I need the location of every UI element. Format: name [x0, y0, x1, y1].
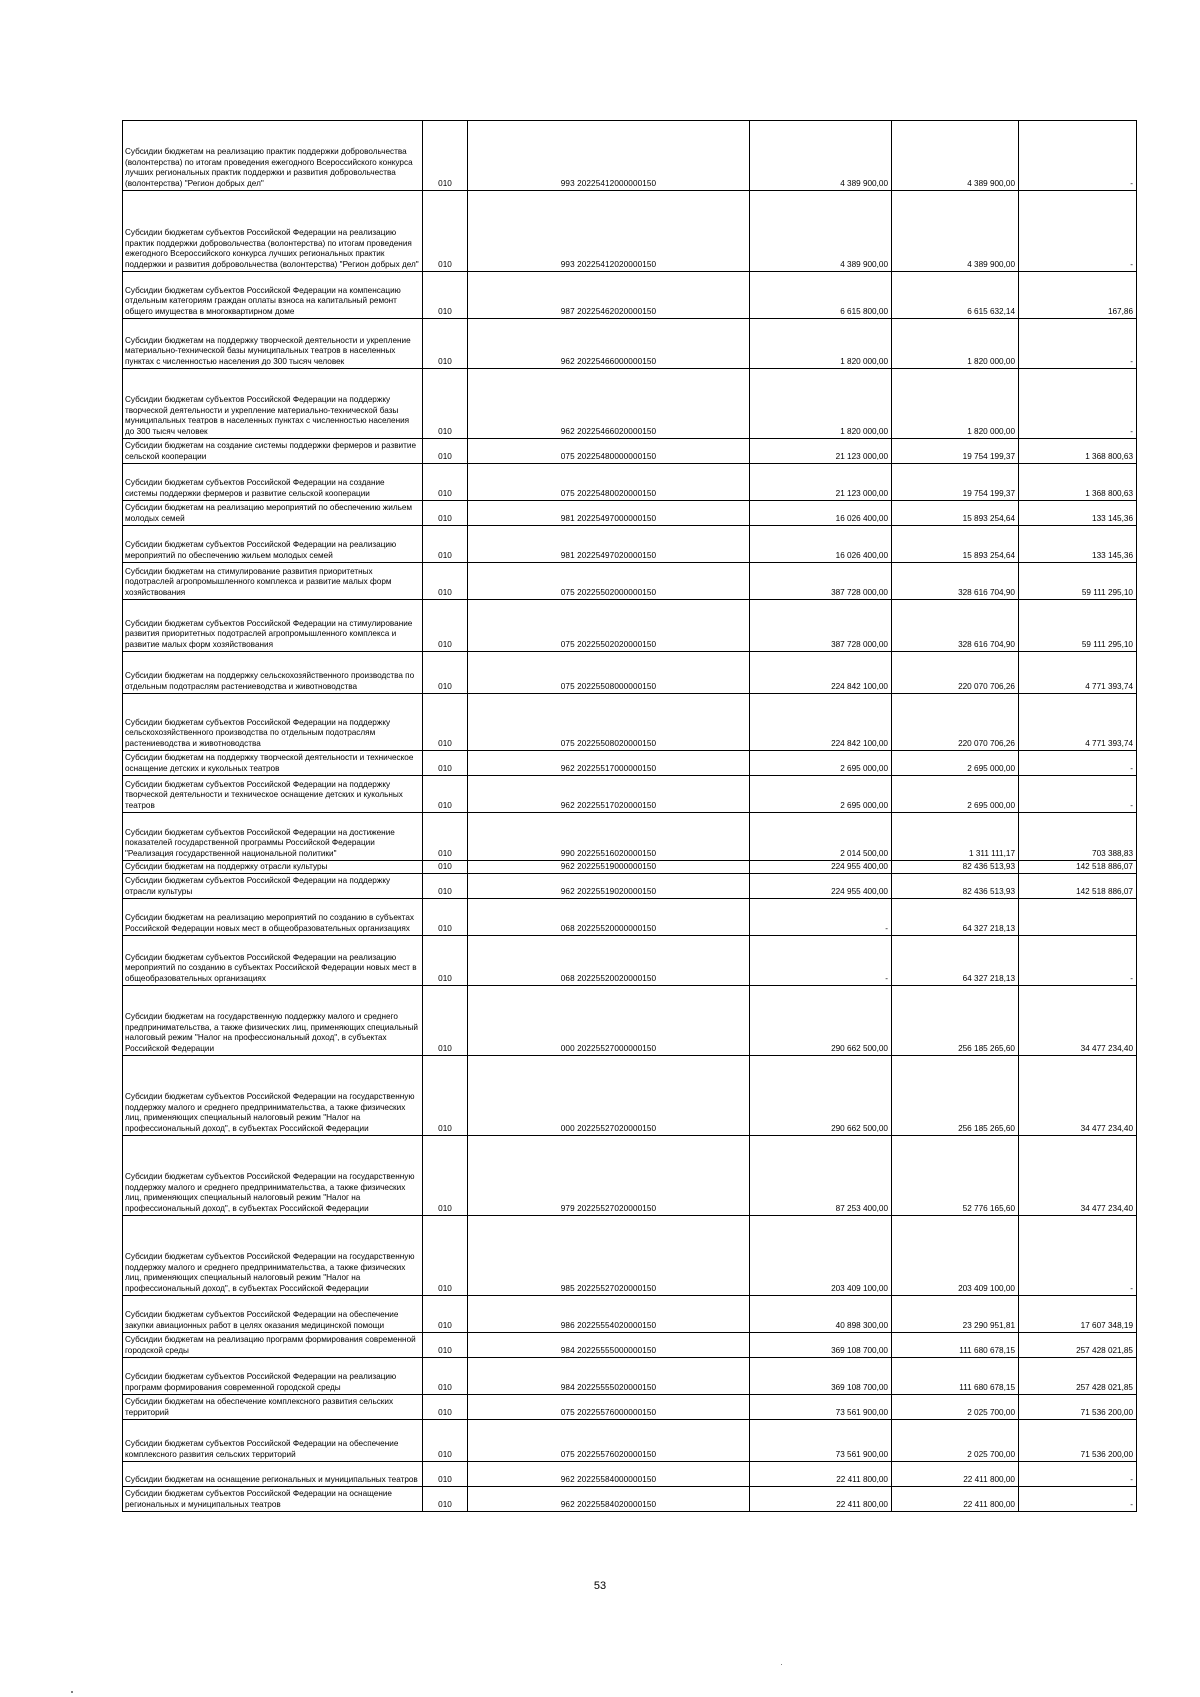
- budget-classification-code-cell: 985 20225527020000150: [468, 1216, 750, 1296]
- executed-amount-cell: 111 680 678,15: [892, 1333, 1019, 1358]
- executed-amount-cell: 2 025 700,00: [892, 1395, 1019, 1420]
- line-code-cell: 010: [423, 191, 468, 272]
- table-row: [123, 1216, 1137, 1296]
- approved-amount-cell: 2 695 000,00: [750, 776, 892, 813]
- income-name-cell: Субсидии бюджетам субъектов Российской Федерации на создание системы поддержки фермеров и развитие сельской кооперации: [123, 464, 423, 501]
- income-name-cell: Субсидии бюджетам на реализацию практик поддержки добровольчества (волонтерства) по итогам проведения ежегодного Всероссийского конкурса лучших региональных практик поддержки и развития добровольчества (волонтерства) "Регион добрых дел": [123, 121, 423, 191]
- approved-amount-cell: 4 389 900,00: [750, 121, 892, 191]
- budget-execution-table: [122, 120, 1137, 1512]
- approved-amount-cell: 203 409 100,00: [750, 1216, 892, 1296]
- approved-amount-cell: 73 561 900,00: [750, 1395, 892, 1420]
- executed-amount-cell: 15 893 254,64: [892, 526, 1019, 563]
- income-name-cell: Субсидии бюджетам субъектов Российской Федерации на обеспечение закупки авиационных работ в целях оказания медицинской помощи: [123, 1296, 423, 1333]
- income-name-cell: Субсидии бюджетам субъектов Российской Федерации на государственную поддержку малого и среднего предпринимательства, а также физических лиц, применяющих специальный налоговый режим "Налог на профессиональный доход", в субъектах Российской Федерации: [123, 1056, 423, 1136]
- income-name-cell: Субсидии бюджетам на создание системы поддержки фермеров и развитие сельской кооперации: [123, 439, 423, 464]
- income-name-cell: Субсидии бюджетам субъектов Российской Федерации на государственную поддержку малого и среднего предпринимательства, а также физических лиц, применяющих специальный налоговый режим "Налог на профессиональный доход", в субъектах Российской Федерации: [123, 1216, 423, 1296]
- line-code-cell: 010: [423, 1395, 468, 1420]
- approved-amount-cell: 1 820 000,00: [750, 369, 892, 439]
- line-code-cell: 010: [423, 986, 468, 1056]
- unexecuted-amount-cell: -: [1019, 776, 1137, 813]
- unexecuted-amount-cell: [1019, 899, 1137, 936]
- approved-amount-cell: 290 662 500,00: [750, 986, 892, 1056]
- table-row: [123, 813, 1137, 861]
- budget-classification-code-cell: 962 20225519000000150: [468, 861, 750, 874]
- budget-classification-code-cell: 075 20225502020000150: [468, 600, 750, 652]
- income-name-cell: Субсидии бюджетам субъектов Российской Федерации на государственную поддержку малого и среднего предпринимательства, а также физических лиц, применяющих специальный налоговый режим "Налог на профессиональный доход", в субъектах Российской Федерации: [123, 1136, 423, 1216]
- executed-amount-cell: 19 754 199,37: [892, 439, 1019, 464]
- executed-amount-cell: 23 290 951,81: [892, 1296, 1019, 1333]
- approved-amount-cell: 2 695 000,00: [750, 751, 892, 776]
- executed-amount-cell: 82 436 513,93: [892, 874, 1019, 899]
- unexecuted-amount-cell: 34 477 234,40: [1019, 1136, 1137, 1216]
- table-row: [123, 899, 1137, 936]
- budget-classification-code-cell: 075 20225508020000150: [468, 694, 750, 751]
- unexecuted-amount-cell: 1 368 800,63: [1019, 464, 1137, 501]
- executed-amount-cell: 2 695 000,00: [892, 751, 1019, 776]
- income-name-cell: Субсидии бюджетам субъектов Российской Федерации на реализацию мероприятий по обеспечению жильем молодых семей: [123, 526, 423, 563]
- table-row: [123, 776, 1137, 813]
- table-row: [123, 501, 1137, 526]
- unexecuted-amount-cell: 34 477 234,40: [1019, 1056, 1137, 1136]
- budget-classification-code-cell: 990 20225516020000150: [468, 813, 750, 861]
- unexecuted-amount-cell: 59 111 295,10: [1019, 600, 1137, 652]
- line-code-cell: 010: [423, 439, 468, 464]
- executed-amount-cell: 2 025 700,00: [892, 1420, 1019, 1462]
- budget-classification-code-cell: 962 20225517000000150: [468, 751, 750, 776]
- approved-amount-cell: 16 026 400,00: [750, 526, 892, 563]
- approved-amount-cell: 387 728 000,00: [750, 600, 892, 652]
- table-row: [123, 191, 1137, 272]
- budget-classification-code-cell: 962 20225519020000150: [468, 874, 750, 899]
- income-name-cell: Субсидии бюджетам субъектов Российской Федерации на поддержку творческой деятельности и техническое оснащение детских и кукольных театров: [123, 776, 423, 813]
- unexecuted-amount-cell: 59 111 295,10: [1019, 563, 1137, 600]
- line-code-cell: 010: [423, 501, 468, 526]
- income-name-cell: Субсидии бюджетам на государственную поддержку малого и среднего предпринимательства, а также физических лиц, применяющих специальный налоговый режим "Налог на профессиональный доход", в субъектах Российской Федерации: [123, 986, 423, 1056]
- table-row: [123, 652, 1137, 694]
- budget-classification-code-cell: 984 20225555000000150: [468, 1333, 750, 1358]
- approved-amount-cell: 22 411 800,00: [750, 1487, 892, 1512]
- table-row: [123, 1420, 1137, 1462]
- table-row: [123, 1136, 1137, 1216]
- budget-classification-code-cell: 075 20225576000000150: [468, 1395, 750, 1420]
- approved-amount-cell: -: [750, 899, 892, 936]
- budget-classification-code-cell: 075 20225502000000150: [468, 563, 750, 600]
- executed-amount-cell: 19 754 199,37: [892, 464, 1019, 501]
- income-name-cell: Субсидии бюджетам на поддержку отрасли культуры: [123, 861, 423, 874]
- income-name-cell: Субсидии бюджетам на реализацию программ формирования современной городской среды: [123, 1333, 423, 1358]
- table-row: [123, 319, 1137, 369]
- table-row: [123, 1056, 1137, 1136]
- approved-amount-cell: 4 389 900,00: [750, 191, 892, 272]
- approved-amount-cell: 224 955 400,00: [750, 861, 892, 874]
- table-row: [123, 1395, 1137, 1420]
- income-name-cell: Субсидии бюджетам субъектов Российской Федерации на обеспечение комплексного развития сельских территорий: [123, 1420, 423, 1462]
- table-row: [123, 874, 1137, 899]
- approved-amount-cell: -: [750, 936, 892, 986]
- approved-amount-cell: 73 561 900,00: [750, 1420, 892, 1462]
- line-code-cell: 010: [423, 1358, 468, 1395]
- unexecuted-amount-cell: 4 771 393,74: [1019, 652, 1137, 694]
- unexecuted-amount-cell: 34 477 234,40: [1019, 986, 1137, 1056]
- approved-amount-cell: 224 842 100,00: [750, 694, 892, 751]
- executed-amount-cell: 52 776 165,60: [892, 1136, 1019, 1216]
- executed-amount-cell: 256 185 265,60: [892, 1056, 1019, 1136]
- table-row: [123, 464, 1137, 501]
- table-row: [123, 861, 1137, 874]
- table-body: [123, 121, 1137, 1512]
- table-row: [123, 272, 1137, 319]
- unexecuted-amount-cell: 257 428 021,85: [1019, 1358, 1137, 1395]
- approved-amount-cell: 21 123 000,00: [750, 439, 892, 464]
- unexecuted-amount-cell: 133 145,36: [1019, 501, 1137, 526]
- line-code-cell: 010: [423, 1216, 468, 1296]
- line-code-cell: 010: [423, 464, 468, 501]
- executed-amount-cell: 4 389 900,00: [892, 121, 1019, 191]
- unexecuted-amount-cell: 142 518 886,07: [1019, 861, 1137, 874]
- executed-amount-cell: 220 070 706,26: [892, 652, 1019, 694]
- unexecuted-amount-cell: 703 388,83: [1019, 813, 1137, 861]
- income-name-cell: Субсидии бюджетам субъектов Российской Федерации на поддержку сельскохозяйственного производства по отдельным подотраслям растениеводства и животноводства: [123, 694, 423, 751]
- unexecuted-amount-cell: 71 536 200,00: [1019, 1395, 1137, 1420]
- line-code-cell: 010: [423, 1056, 468, 1136]
- approved-amount-cell: 87 253 400,00: [750, 1136, 892, 1216]
- unexecuted-amount-cell: -: [1019, 1216, 1137, 1296]
- budget-classification-code-cell: 000 20225527020000150: [468, 1056, 750, 1136]
- executed-amount-cell: 111 680 678,15: [892, 1358, 1019, 1395]
- executed-amount-cell: 15 893 254,64: [892, 501, 1019, 526]
- scan-speck: [781, 1664, 782, 1665]
- approved-amount-cell: 40 898 300,00: [750, 1296, 892, 1333]
- table-row: [123, 751, 1137, 776]
- line-code-cell: 010: [423, 563, 468, 600]
- executed-amount-cell: 328 616 704,90: [892, 600, 1019, 652]
- income-name-cell: Субсидии бюджетам на оснащение региональных и муниципальных театров: [123, 1462, 423, 1487]
- income-name-cell: Субсидии бюджетам субъектов Российской Федерации на поддержку творческой деятельности и укрепление материально-технической базы муниципальных театров в населенных пунктах с численностью населения до 300 тысяч человек: [123, 369, 423, 439]
- line-code-cell: 010: [423, 874, 468, 899]
- unexecuted-amount-cell: -: [1019, 369, 1137, 439]
- income-name-cell: Субсидии бюджетам на стимулирование развития приоритетных подотраслей агропромышленного комплекса и развитие малых форм хозяйствования: [123, 563, 423, 600]
- line-code-cell: 010: [423, 652, 468, 694]
- unexecuted-amount-cell: 4 771 393,74: [1019, 694, 1137, 751]
- table-row: [123, 563, 1137, 600]
- line-code-cell: 010: [423, 694, 468, 751]
- budget-classification-code-cell: 962 20225584020000150: [468, 1487, 750, 1512]
- income-name-cell: Субсидии бюджетам на поддержку творческой деятельности и техническое оснащение детских и кукольных театров: [123, 751, 423, 776]
- line-code-cell: 010: [423, 319, 468, 369]
- unexecuted-amount-cell: -: [1019, 1462, 1137, 1487]
- executed-amount-cell: 2 695 000,00: [892, 776, 1019, 813]
- page-number: 53: [593, 1580, 607, 1592]
- budget-classification-code-cell: 075 20225508000000150: [468, 652, 750, 694]
- income-name-cell: Субсидии бюджетам на поддержку творческой деятельности и укрепление материально-технической базы муниципальных театров в населенных пунктах с численностью населения до 300 тысяч человек: [123, 319, 423, 369]
- executed-amount-cell: 64 327 218,13: [892, 899, 1019, 936]
- executed-amount-cell: 64 327 218,13: [892, 936, 1019, 986]
- line-code-cell: 010: [423, 1420, 468, 1462]
- unexecuted-amount-cell: 133 145,36: [1019, 526, 1137, 563]
- approved-amount-cell: 369 108 700,00: [750, 1358, 892, 1395]
- income-name-cell: Субсидии бюджетам субъектов Российской Федерации на достижение показателей государственной программы Российской Федерации "Реализация государственной национальной политики": [123, 813, 423, 861]
- executed-amount-cell: 22 411 800,00: [892, 1462, 1019, 1487]
- approved-amount-cell: 369 108 700,00: [750, 1333, 892, 1358]
- budget-classification-code-cell: 000 20225527000000150: [468, 986, 750, 1056]
- budget-classification-code-cell: 075 20225576020000150: [468, 1420, 750, 1462]
- income-name-cell: Субсидии бюджетам субъектов Российской Федерации на поддержку отрасли культуры: [123, 874, 423, 899]
- table-row: [123, 369, 1137, 439]
- executed-amount-cell: 4 389 900,00: [892, 191, 1019, 272]
- table-row: [123, 936, 1137, 986]
- budget-classification-code-cell: 986 20225554020000150: [468, 1296, 750, 1333]
- income-name-cell: Субсидии бюджетам субъектов Российской Федерации на реализацию мероприятий по созданию в субъектах Российской Федерации новых мест в общеобразовательных организациях: [123, 936, 423, 986]
- unexecuted-amount-cell: -: [1019, 191, 1137, 272]
- unexecuted-amount-cell: 71 536 200,00: [1019, 1420, 1137, 1462]
- line-code-cell: 010: [423, 751, 468, 776]
- executed-amount-cell: 6 615 632,14: [892, 272, 1019, 319]
- approved-amount-cell: 387 728 000,00: [750, 563, 892, 600]
- executed-amount-cell: 1 820 000,00: [892, 319, 1019, 369]
- line-code-cell: 010: [423, 1296, 468, 1333]
- executed-amount-cell: 82 436 513,93: [892, 861, 1019, 874]
- income-name-cell: Субсидии бюджетам на реализацию мероприятий по созданию в субъектах Российской Федерации новых мест в общеобразовательных организациях: [123, 899, 423, 936]
- budget-classification-code-cell: 981 20225497000000150: [468, 501, 750, 526]
- income-name-cell: Субсидии бюджетам субъектов Российской Федерации на реализацию программ формирования современной городской среды: [123, 1358, 423, 1395]
- unexecuted-amount-cell: -: [1019, 936, 1137, 986]
- budget-classification-code-cell: 993 20225412000000150: [468, 121, 750, 191]
- income-name-cell: Субсидии бюджетам субъектов Российской Федерации на компенсацию отдельным категориям граждан оплаты взноса на капитальный ремонт общего имущества в многоквартирном доме: [123, 272, 423, 319]
- approved-amount-cell: 224 842 100,00: [750, 652, 892, 694]
- budget-classification-code-cell: 075 20225480000000150: [468, 439, 750, 464]
- table-row: [123, 1333, 1137, 1358]
- line-code-cell: 010: [423, 369, 468, 439]
- unexecuted-amount-cell: 142 518 886,07: [1019, 874, 1137, 899]
- table-row: [123, 1487, 1137, 1512]
- executed-amount-cell: 1 820 000,00: [892, 369, 1019, 439]
- line-code-cell: 010: [423, 272, 468, 319]
- budget-classification-code-cell: 075 20225480020000150: [468, 464, 750, 501]
- line-code-cell: 010: [423, 526, 468, 563]
- income-name-cell: Субсидии бюджетам на обеспечение комплексного развития сельских территорий: [123, 1395, 423, 1420]
- approved-amount-cell: 21 123 000,00: [750, 464, 892, 501]
- line-code-cell: 010: [423, 936, 468, 986]
- approved-amount-cell: 22 411 800,00: [750, 1462, 892, 1487]
- table-row: [123, 600, 1137, 652]
- approved-amount-cell: 1 820 000,00: [750, 319, 892, 369]
- unexecuted-amount-cell: -: [1019, 1487, 1137, 1512]
- income-name-cell: Субсидии бюджетам на поддержку сельскохозяйственного производства по отдельным подотраслям растениеводства и животноводства: [123, 652, 423, 694]
- line-code-cell: 010: [423, 1136, 468, 1216]
- budget-classification-code-cell: 962 20225466000000150: [468, 319, 750, 369]
- line-code-cell: 010: [423, 899, 468, 936]
- table-row: [123, 1296, 1137, 1333]
- table-row: [123, 439, 1137, 464]
- approved-amount-cell: 16 026 400,00: [750, 501, 892, 526]
- income-name-cell: Субсидии бюджетам субъектов Российской Федерации на оснащение региональных и муниципальных театров: [123, 1487, 423, 1512]
- line-code-cell: 010: [423, 776, 468, 813]
- income-name-cell: Субсидии бюджетам субъектов Российской Федерации на реализацию практик поддержки добровольчества (волонтерства) по итогам проведения ежегодного Всероссийского конкурса лучших региональных практик поддержки и развития добровольчества (волонтерства) "Регион добрых дел": [123, 191, 423, 272]
- line-code-cell: 010: [423, 600, 468, 652]
- approved-amount-cell: 6 615 800,00: [750, 272, 892, 319]
- budget-classification-code-cell: 993 20225412020000150: [468, 191, 750, 272]
- budget-classification-code-cell: 068 20225520000000150: [468, 899, 750, 936]
- executed-amount-cell: 22 411 800,00: [892, 1487, 1019, 1512]
- executed-amount-cell: 256 185 265,60: [892, 986, 1019, 1056]
- budget-classification-code-cell: 962 20225466020000150: [468, 369, 750, 439]
- scan-speck: [71, 1691, 73, 1693]
- table-row: [123, 1462, 1137, 1487]
- budget-classification-code-cell: 979 20225527020000150: [468, 1136, 750, 1216]
- line-code-cell: 010: [423, 121, 468, 191]
- line-code-cell: 010: [423, 813, 468, 861]
- line-code-cell: 010: [423, 861, 468, 874]
- table-row: [123, 526, 1137, 563]
- line-code-cell: 010: [423, 1487, 468, 1512]
- line-code-cell: 010: [423, 1333, 468, 1358]
- unexecuted-amount-cell: -: [1019, 319, 1137, 369]
- unexecuted-amount-cell: 17 607 348,19: [1019, 1296, 1137, 1333]
- table-row: [123, 986, 1137, 1056]
- executed-amount-cell: 203 409 100,00: [892, 1216, 1019, 1296]
- income-name-cell: Субсидии бюджетам на реализацию мероприятий по обеспечению жильем молодых семей: [123, 501, 423, 526]
- table-row: [123, 1358, 1137, 1395]
- budget-classification-code-cell: 962 20225584000000150: [468, 1462, 750, 1487]
- approved-amount-cell: 224 955 400,00: [750, 874, 892, 899]
- budget-classification-code-cell: 068 20225520020000150: [468, 936, 750, 986]
- unexecuted-amount-cell: -: [1019, 751, 1137, 776]
- line-code-cell: 010: [423, 1462, 468, 1487]
- executed-amount-cell: 328 616 704,90: [892, 563, 1019, 600]
- budget-classification-code-cell: 984 20225555020000150: [468, 1358, 750, 1395]
- executed-amount-cell: 220 070 706,26: [892, 694, 1019, 751]
- budget-classification-code-cell: 962 20225517020000150: [468, 776, 750, 813]
- approved-amount-cell: 2 014 500,00: [750, 813, 892, 861]
- unexecuted-amount-cell: -: [1019, 121, 1137, 191]
- approved-amount-cell: 290 662 500,00: [750, 1056, 892, 1136]
- unexecuted-amount-cell: 167,86: [1019, 272, 1137, 319]
- budget-classification-code-cell: 981 20225497020000150: [468, 526, 750, 563]
- unexecuted-amount-cell: 257 428 021,85: [1019, 1333, 1137, 1358]
- budget-classification-code-cell: 987 20225462020000150: [468, 272, 750, 319]
- table-row: [123, 121, 1137, 191]
- income-name-cell: Субсидии бюджетам субъектов Российской Федерации на стимулирование развития приоритетных подотраслей агропромышленного комплекса и развитие малых форм хозяйствования: [123, 600, 423, 652]
- executed-amount-cell: 1 311 111,17: [892, 813, 1019, 861]
- unexecuted-amount-cell: 1 368 800,63: [1019, 439, 1137, 464]
- table-row: [123, 694, 1137, 751]
